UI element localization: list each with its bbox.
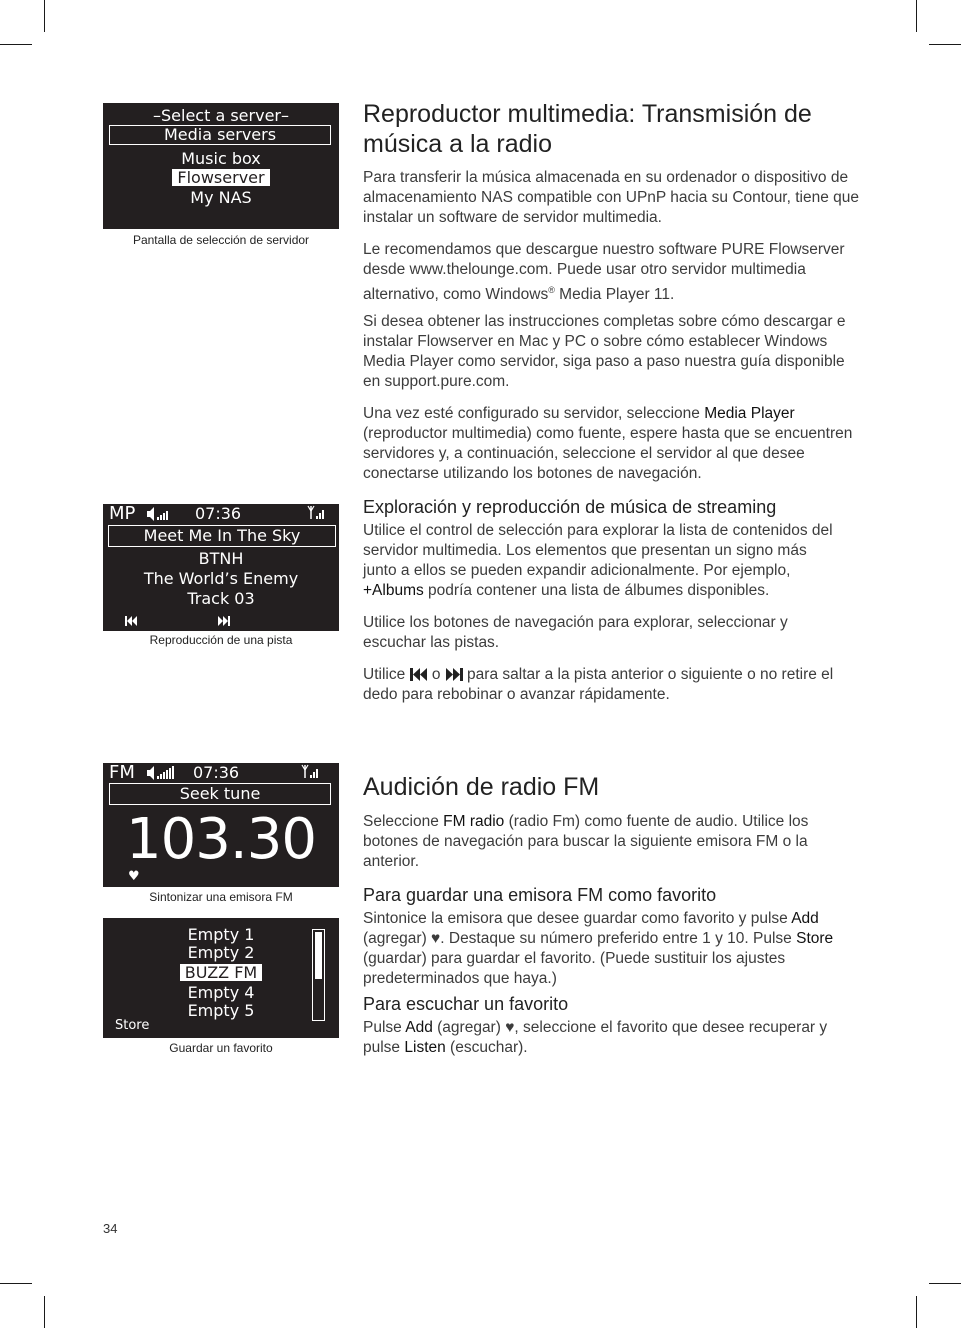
term-media-player: Media Player	[704, 405, 795, 422]
paragraph: Si desea obtener las instrucciones completas sobre cómo descargar e instalar Flowserver en Mac y PC o sobre cómo establecer Windows Media Player como servidor, siga paso a paso nuestra guía disponible en support.pure.com.	[363, 313, 846, 390]
registered-mark: ®	[548, 285, 555, 295]
term-fm-radio: FM radio	[443, 813, 505, 830]
skip-forward-icon	[445, 668, 463, 681]
skip-forward-icon	[218, 616, 230, 626]
track-title: Meet Me In The Sky	[108, 525, 336, 547]
server-item	[103, 168, 339, 187]
fm-screen-caption: Sintonizar una emisora FM	[149, 890, 293, 904]
track-album: The World’s Enemy	[143, 569, 299, 588]
favorite-item: Empty 1	[187, 925, 255, 944]
favorite-item	[103, 962, 339, 984]
section-title-fm: Audición de radio FM	[363, 773, 600, 801]
paragraph: Seleccione FM radio (radio Fm) como fuente de audio. Utilice los botones de navegación para buscar la siguiente emisora FM o la anterior.	[363, 813, 809, 870]
server-item: Music box	[181, 149, 261, 168]
crop-mark	[916, 0, 917, 32]
crop-mark	[0, 44, 32, 45]
favorites-list	[103, 926, 339, 1020]
favorites-screen	[103, 918, 339, 1038]
favorites-screen-caption: Guardar un favorito	[169, 1041, 273, 1055]
term-add: Add	[405, 1019, 433, 1036]
frequency-display: 103.30	[126, 807, 316, 872]
server-screen-caption: Pantalla de selección de servidor	[132, 233, 310, 247]
clock: 07:36	[195, 504, 242, 523]
term-listen: Listen	[404, 1039, 446, 1056]
paragraph: Una vez esté configurado su servidor, seleccione Media Player (reproductor multimedia) como fuente, espere hasta que se encuentren servidores y, a continuación, seleccione el servidor al que desee conectarse utilizando los botones de navegación.	[363, 405, 853, 482]
crop-mark	[44, 1296, 45, 1328]
fm-tuning-screen	[103, 763, 339, 887]
track-playback-screen	[103, 504, 339, 631]
signal-icon	[301, 764, 321, 780]
paragraph: Pulse Add (agregar) ♥, seleccione el favorito que desee recuperar y pulse Listen (escuchar).	[363, 1019, 828, 1056]
source-label: MP	[109, 504, 136, 524]
track-artist: BTNH	[198, 549, 244, 568]
crop-mark	[929, 1283, 961, 1284]
scrollbar	[312, 929, 325, 1021]
favorite-item: Empty 5	[187, 1001, 255, 1020]
subheading-listen-favorite: Para escuchar un favorito	[363, 994, 569, 1014]
favorite-item: Empty 4	[187, 983, 255, 1002]
term-albums: +Albums	[363, 582, 424, 599]
status-bar	[109, 763, 333, 783]
crop-mark	[916, 1296, 917, 1328]
paragraph: Utilice los botones de navegación para explorar, seleccionar y escuchar las pistas.	[363, 614, 788, 651]
track-screen-caption: Reproducción de una pista	[149, 633, 293, 647]
highlighted-favorite: BUZZ FM	[180, 964, 262, 981]
crop-mark	[0, 1283, 32, 1284]
volume-icon	[147, 507, 169, 521]
server-item: My NAS	[190, 188, 252, 207]
source-label: FM	[109, 763, 135, 783]
page-number: 34	[103, 1221, 118, 1236]
track-number: Track 03	[187, 589, 255, 608]
favorite-item: Empty 2	[187, 943, 255, 962]
paragraph: Sintonice la emisora que desee guardar como favorito y pulse Add (agregar) ♥. Destaque su número preferido entre 1 y 10. Pulse Store (guardar) para guardar el favorito. (Puede sustituir los ajustes predeterminados que haya.)	[363, 910, 834, 987]
store-label: Store	[115, 1018, 150, 1033]
selected-menu-item: Media servers	[109, 125, 331, 145]
term-store: Store	[796, 930, 834, 947]
paragraph: Utilice o para saltar a la pista anterior o siguiente o no retire el dedo para rebobinar o avanzar rápidamente.	[363, 666, 834, 703]
signal-icon	[307, 505, 327, 521]
paragraph: Le recomendamos que descargue nuestro software PURE Flowserver desde www.thelounge.com. Puede usar otro servidor multimedia alternativo, como Windows® Media Player 11.	[363, 241, 845, 304]
section-title-streaming: Exploración y reproducción de música de streaming	[363, 497, 777, 517]
skip-back-icon	[125, 616, 137, 626]
volume-icon	[147, 766, 177, 780]
crop-mark	[929, 44, 961, 45]
skip-back-icon	[410, 668, 428, 681]
heart-icon: ♥	[128, 869, 140, 884]
clock: 07:36	[193, 763, 240, 782]
term-add: Add	[791, 910, 819, 927]
server-select-screen	[103, 103, 339, 229]
screen-header: –Select a server–	[153, 106, 289, 125]
status-bar	[109, 504, 333, 524]
scrollbar-thumb	[315, 932, 322, 979]
crop-mark	[44, 0, 45, 32]
paragraph: Utilice el control de selección para explorar la lista de contenidos del servidor multimedia. Los elementos que presentan un signo más junto a ellos se pueden expandir adicionalmente. Por ejemplo, +Albums podría contener una lista de álbumes disponibles.	[363, 522, 833, 599]
highlighted-server-item: Flowserver	[172, 169, 269, 186]
seek-status: Seek tune	[109, 783, 331, 805]
subheading-save-favorite: Para guardar una emisora FM como favorito	[363, 885, 717, 905]
paragraph: Para transferir la música almacenada en su ordenador o dispositivo de almacenamiento NAS compatible con UPnP hacia su Contour, tiene que instalar un software de servidor multimedia.	[363, 169, 860, 226]
section-title-media-player: Reproductor multimedia: Transmisión de música a la radio	[363, 100, 812, 158]
